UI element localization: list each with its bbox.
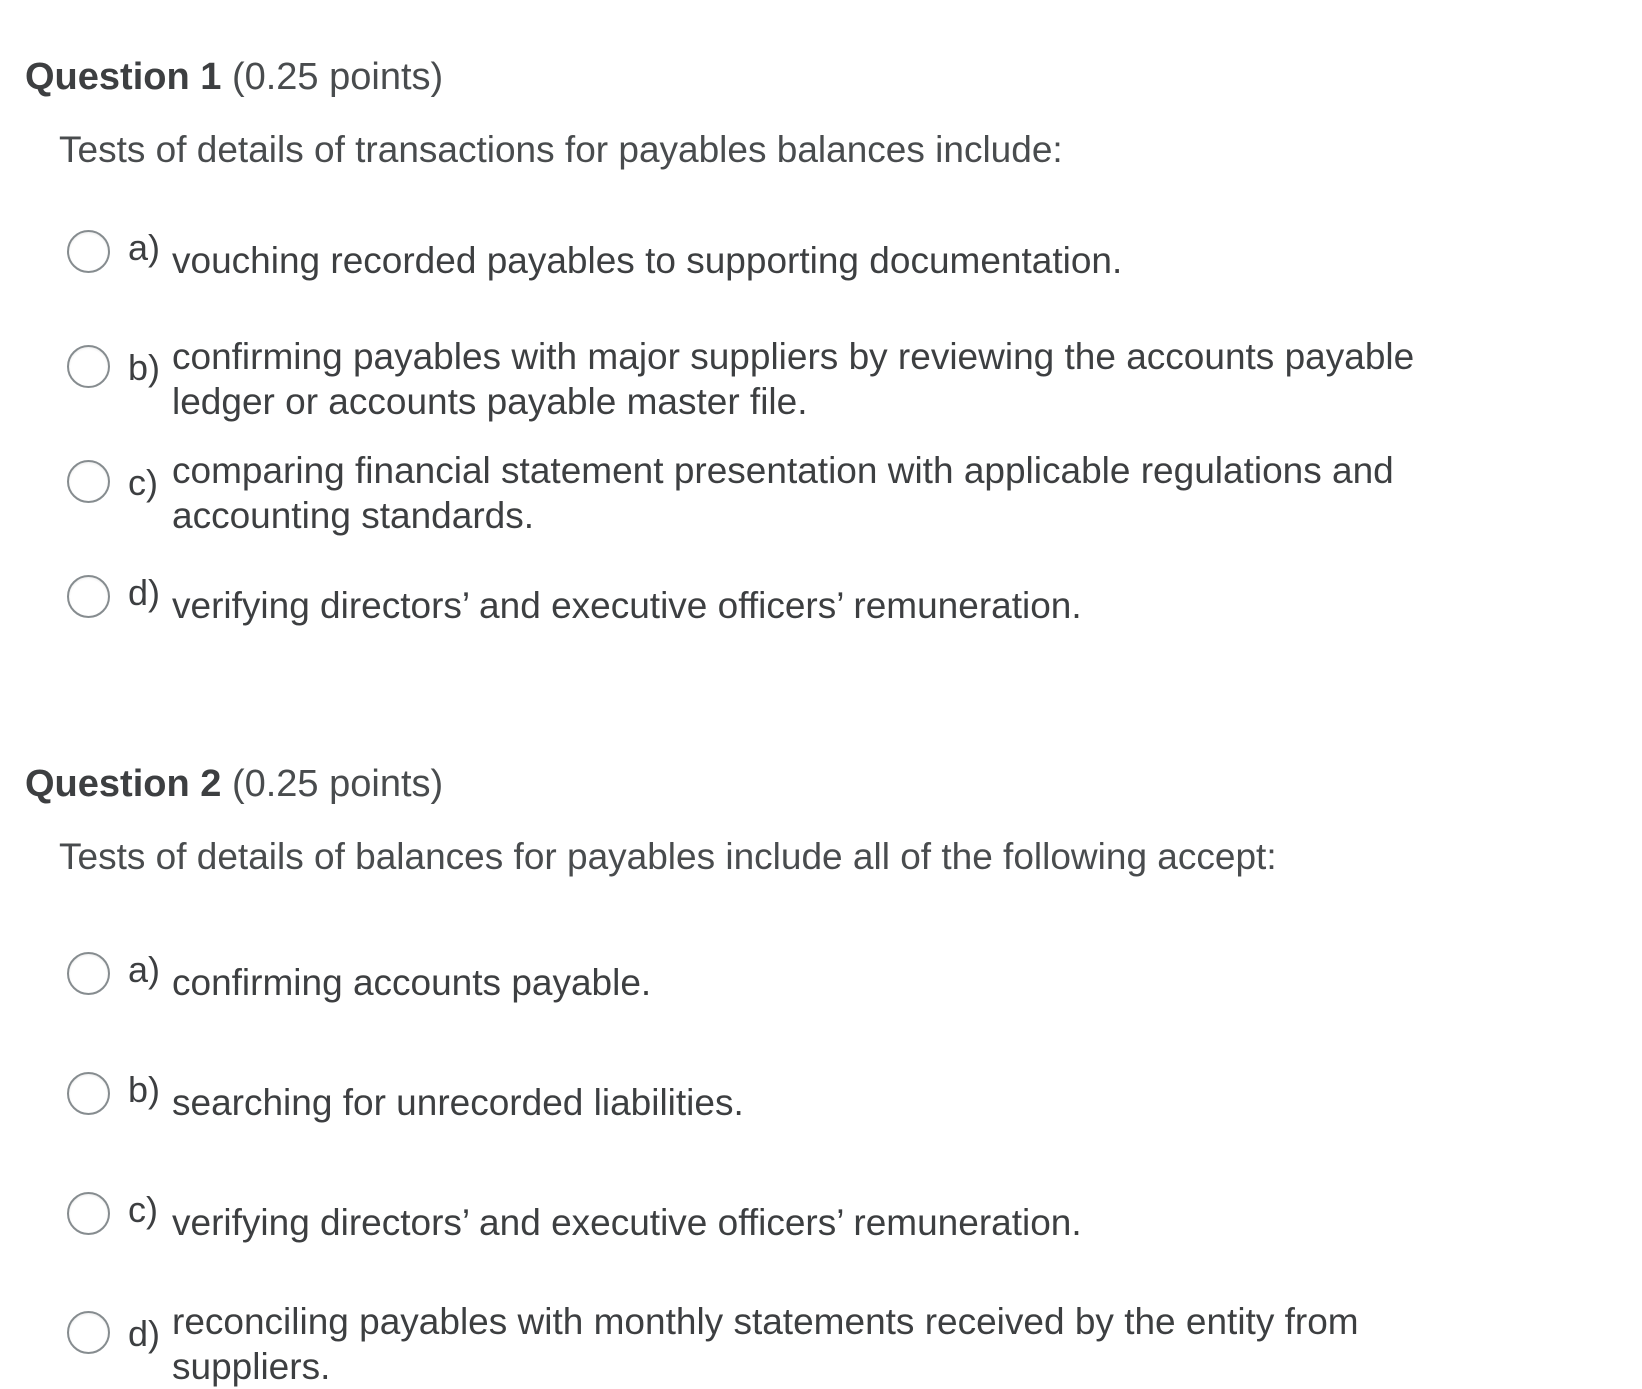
option-text: confirming accounts payable. xyxy=(172,962,652,1003)
option-text: vouching recorded payables to supporting documentation. xyxy=(172,240,1123,281)
question-header xyxy=(25,55,443,99)
radio-button[interactable] xyxy=(67,952,110,995)
radio-button[interactable] xyxy=(67,1072,110,1115)
option-text: comparing financial statement presentation with applicable regulations and accounting standards. xyxy=(172,450,1394,536)
radio-button[interactable] xyxy=(67,460,110,503)
question-number: Question 2 xyxy=(25,763,222,805)
option-text: verifying directors’ and executive officers’ remuneration. xyxy=(172,585,1082,626)
question-points: (0.25 points) xyxy=(231,763,444,805)
option-letter: a) xyxy=(128,227,161,268)
question-prompt: Tests of details of transactions for payables balances include: xyxy=(59,129,1063,170)
option-letter: b) xyxy=(128,1069,161,1110)
question-prompt: Tests of details of balances for payables include all of the following accept: xyxy=(59,836,1277,877)
option-letter: c) xyxy=(128,1189,158,1230)
option-text: verifying directors’ and executive officers’ remuneration. xyxy=(172,1202,1082,1243)
question-points: (0.25 points) xyxy=(231,56,444,98)
option-letter: b) xyxy=(128,347,161,388)
option-letter: d) xyxy=(128,572,161,613)
option-letter: c) xyxy=(128,462,158,503)
option-letter: d) xyxy=(128,1313,161,1354)
option-text: reconciling payables with monthly statements received by the entity from suppliers. xyxy=(172,1301,1359,1387)
question-number: Question 1 xyxy=(25,56,222,98)
radio-button[interactable] xyxy=(67,575,110,618)
option-text: searching for unrecorded liabilities. xyxy=(172,1082,744,1123)
radio-button[interactable] xyxy=(67,1311,110,1354)
radio-button[interactable] xyxy=(67,230,110,273)
radio-button[interactable] xyxy=(67,1192,110,1235)
option-text: confirming payables with major suppliers by reviewing the accounts payable ledger or accounts payable master file. xyxy=(172,336,1415,422)
radio-button[interactable] xyxy=(67,345,110,388)
option-letter: a) xyxy=(128,949,161,990)
question-header xyxy=(25,762,443,806)
